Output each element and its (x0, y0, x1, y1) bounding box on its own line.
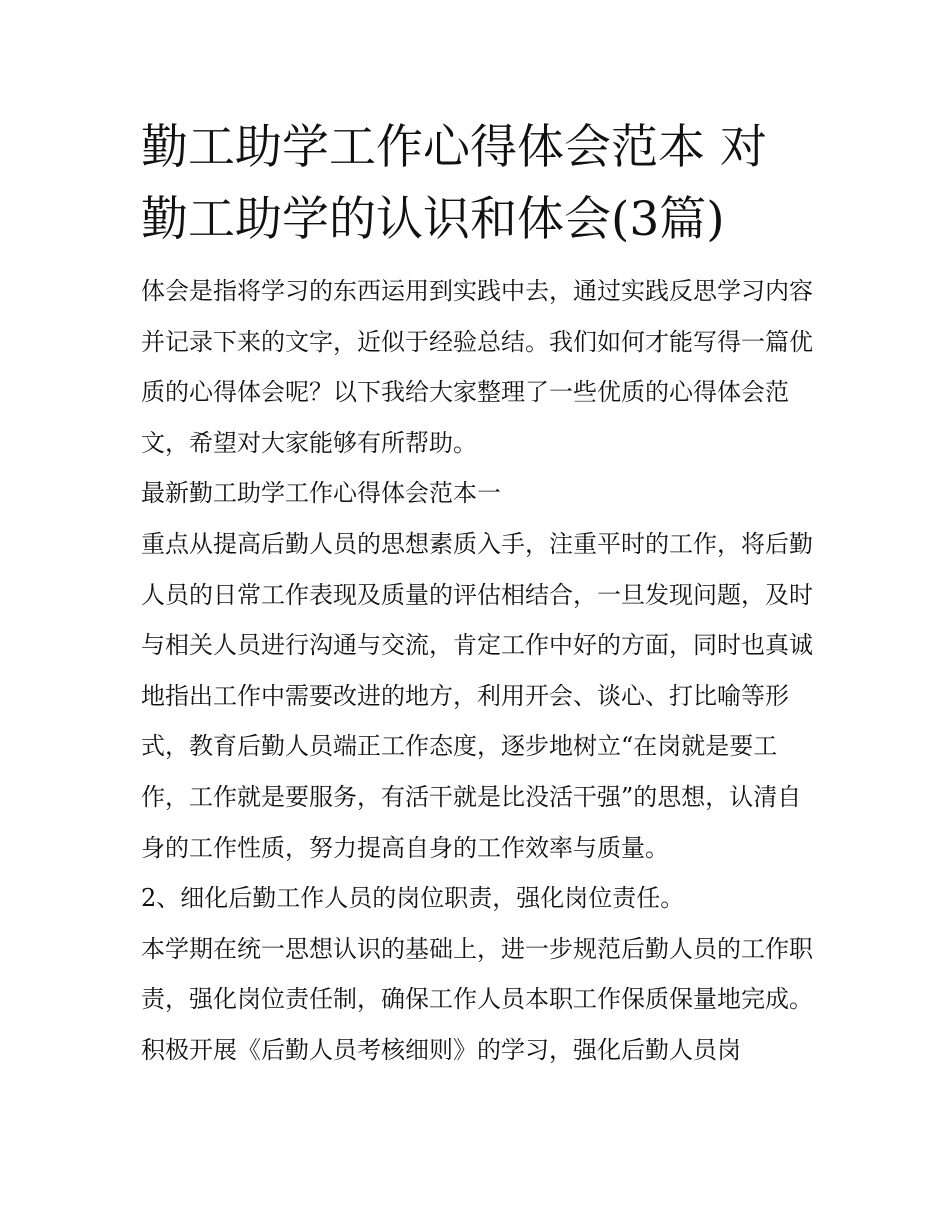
numbered-point: 2、细化后勤工作人员的岗位职责，强化岗位责任。 (141, 884, 685, 913)
body-paragraph: 重点从提高后勤人员的思想素质入手，注重平时的工作，将后勤人员的日常工作表现及质量的评估相结合，一旦发现问题，及时与相关人员进行沟通与交流，肯定工作中好的方面，同时也真诚地指出工作中需要改进的地方，利用开会、谈心、打比喻等形式，教育后勤人员端正工作态度，逐步地树立“在岗就是要工作，工作就是要服务，有活干就是比没活干强”的思想，认清自身的工作性质，努力提高自身的工作效率与质量。 (141, 529, 813, 862)
document-body (141, 112, 813, 1076)
section-heading: 最新勤工助学工作心得体会范本一 (141, 479, 501, 508)
document-title: 勤工助学工作心得体会范本 对勤工助学的认识和体会(3篇) (141, 120, 767, 247)
intro-paragraph: 体会是指将学习的东西运用到实践中去，通过实践反思学习内容并记录下来的文字，近似于经验总结。我们如何才能写得一篇优质的心得体会呢？以下我给大家整理了一些优质的心得体会范文，希望对大家能够有所帮助。 (141, 277, 813, 457)
body-paragraph: 本学期在统一思想认识的基础上，进一步规范后勤人员的工作职责，强化岗位责任制，确保工作人员本职工作保质保量地完成。积极开展《后勤人员考核细则》的学习，强化后勤人员岗 (141, 934, 813, 1064)
